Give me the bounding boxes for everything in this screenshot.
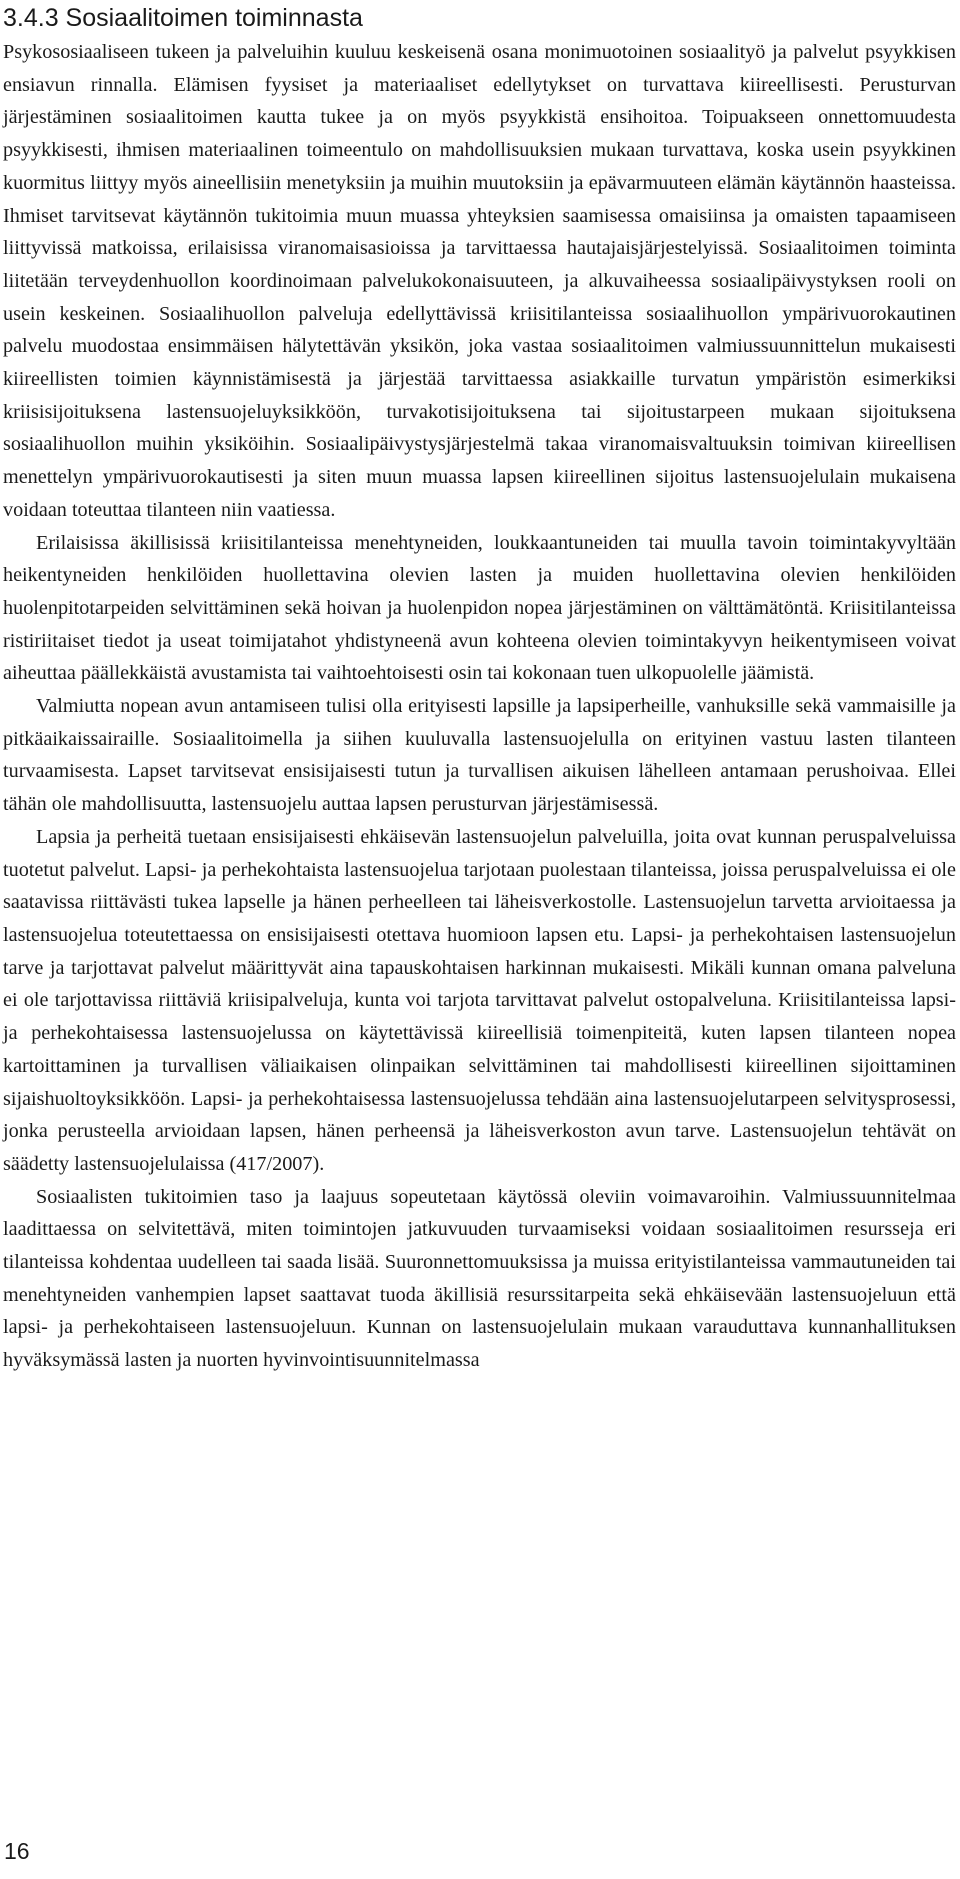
paragraph-4: Lapsia ja perheitä tuetaan ensisijaisesti ehkäisevän lastensuojelun palveluilla, joita ovat kunnan peruspalveluissa tuotetut palvelut. Lapsi- ja perhekohtaista lastensuojelua tarjotaan puolestaan tilanteissa, joissa peruspalveluissa ei ole saatavissa riittävästi tukea lapselle ja hänen perheelleen tai läheisverkostolle. Lastensuojelun tarvetta arvioitaessa ja lastensuojelua toteutettaessa on ensisijaisesti otettava huomioon lapsen etu. Lapsi- ja perhekohtaisen lastensuojelun tarve ja tarjottavat palvelut määrittyvät aina tapauskohtaisen harkinnan mukaisesti. Mikäli kunnan omana palveluna ei ole tarjottavissa riittäviä kriisipalveluja, kunta voi tarjota tarvittavat palvelut ostopalveluna. Kriisitilanteissa lapsi- ja perhekohtaisessa lastensuojelussa on käytettävissä kiireellisiä toimenpiteitä, kuten lapsen tilanteen nopea kartoittaminen ja turvallisen väliaikaisen olinpaikan selvittäminen tai mahdollisesti kiireellinen sijoittaminen sijaishuoltoyksikköön. Lapsi- ja perhekohtaisessa lastensuojelussa tehdään aina lastensuojelutarpeen selvitysprosessi, jonka perusteella arvioidaan lapsen, hänen perheensä ja läheisverkoston avun tarve. Lastensuojelun tehtävät on säädetty lastensuojelulaissa (417/2007).	[3, 825, 956, 1175]
paragraph-1: Psykososiaaliseen tukeen ja palveluihin kuuluu keskeisenä osana monimuotoinen sosiaalityö ja palvelut psyykkisen ensiavun rinnalla. Elämisen fyysiset ja materiaaliset edellytykset on turvattava kiireellisesti. Perusturvan järjestäminen sosiaalitoimen kautta tukee ja on myös psyykkistä ensihoitoa. Toipuakseen onnettomuudesta psyykkisesti, ihmisen materiaalinen toimeentulo on mahdollisuuksien mukaan turvattava, koska usein psyykkinen kuormitus liittyy myös aineellisiin menetyksiin ja muihin muutoksiin ja epävarmuuteen elämän käytännön haasteissa. Ihmiset tarvitsevat käytännön tukitoimia muun muassa yhteyksien saamisessa omaisiinsa ja omaisten tapaamiseen liittyvissä matkoissa, erilaisissa viranomaisasioissa ja tarvittaessa hautajaisjärjestelyissä. Sosiaalitoimen toiminta liitetään terveydenhuollon koordinoimaan palvelukokonaisuuteen, ja alkuvaiheessa sosiaalipäivystyksen rooli on usein keskeinen. Sosiaalihuollon palveluja edellyttävissä kriisitilanteissa sosiaalihuollon ympärivuorokautinen palvelu muodostaa ensimmäisen hälytettävän yksikön, joka vastaa sosiaalitoimen valmiussuunnittelun mukaisesti kiireellisten toimien käynnistämisestä ja järjestää tarvittaessa asiakkaille turvatun ympäristön esimerkiksi kriisisijoituksena lastensuojeluyksikköön, turvakotisijoituksena tai sijoitustarpeen mukaan sijoituksena sosiaalihuollon muihin yksiköihin. Sosiaalipäivystysjärjestelmä takaa viranomaisvaltuuksin toimivan kiireellisen menettelyn ympärivuorokautisesti ja siten muun muassa lapsen kiireellinen sijoitus lastensuojelulain mukaisena voidaan toteuttaa tilanteen niin vaatiessa.	[3, 41, 956, 521]
paragraph-2: Erilaisissa äkillisissä kriisitilanteissa menehtyneiden, loukkaantuneiden tai muulla tavoin toimintakyvyltään heikentyneiden henkilöiden huollettavina olevien lasten ja muiden huollettavina olevien henkilöiden huolenpitotarpeiden selvittäminen sekä hoivan ja huolenpidon nopea järjestäminen on välttämätöntä. Kriisitilanteissa ristiriitaiset tiedot ja useat toimijatahot yhdistyneenä avun kohteena olevien toimintakyvyn heikentymiseen voivat aiheuttaa päällekkäistä avustamista tai vaihtoehtoisesti osin tai kokonaan tuen ulkopuolelle jäämistä.	[3, 531, 956, 685]
paragraph-5: Sosiaalisten tukitoimien taso ja laajuus sopeutetaan käytössä oleviin voimavaroihin. Valmiussuunnitelmaa laadittaessa on selvitettävä, miten toimintojen jatkuvuuden turvaamiseksi voidaan sosiaalitoimen resursseja eri tilanteissa kohdentaa uudelleen tai saada lisää. Suuronnettomuuksissa ja muissa erityistilanteissa vammautuneiden tai menehtyneiden vanhempien lapset saattavat tuoda äkillisiä resurssitarpeita sekä ehkäisevään lastensuojeluun että lapsi- ja perhekohtaiseen lastensuojeluun. Kunnan on lastensuojelulain mukaan varauduttava kunnanhallituksen hyväksymässä lasten ja nuorten hyvinvointisuunnitelmassa	[3, 1185, 956, 1372]
page-number: 16	[4, 1838, 30, 1864]
section-heading: 3.4.3 Sosiaalitoimen toiminnasta	[3, 4, 363, 32]
paragraph-3: Valmiutta nopean avun antamiseen tulisi olla erityisesti lapsille ja lapsiperheille, vanhuksille sekä vammaisille ja pitkäaikaissairaille. Sosiaalitoimella ja siihen kuuluvalla lastensuojelulla on erityinen vastuu lasten tilanteen turvaamisesta. Lapset tarvitsevat ensisijaisesti tutun ja turvallisen aikuisen lähelleen antamaan perushoivaa. Ellei tähän ole mahdollisuutta, lastensuojelu auttaa lapsen perusturvan järjestämisessä.	[3, 695, 956, 816]
